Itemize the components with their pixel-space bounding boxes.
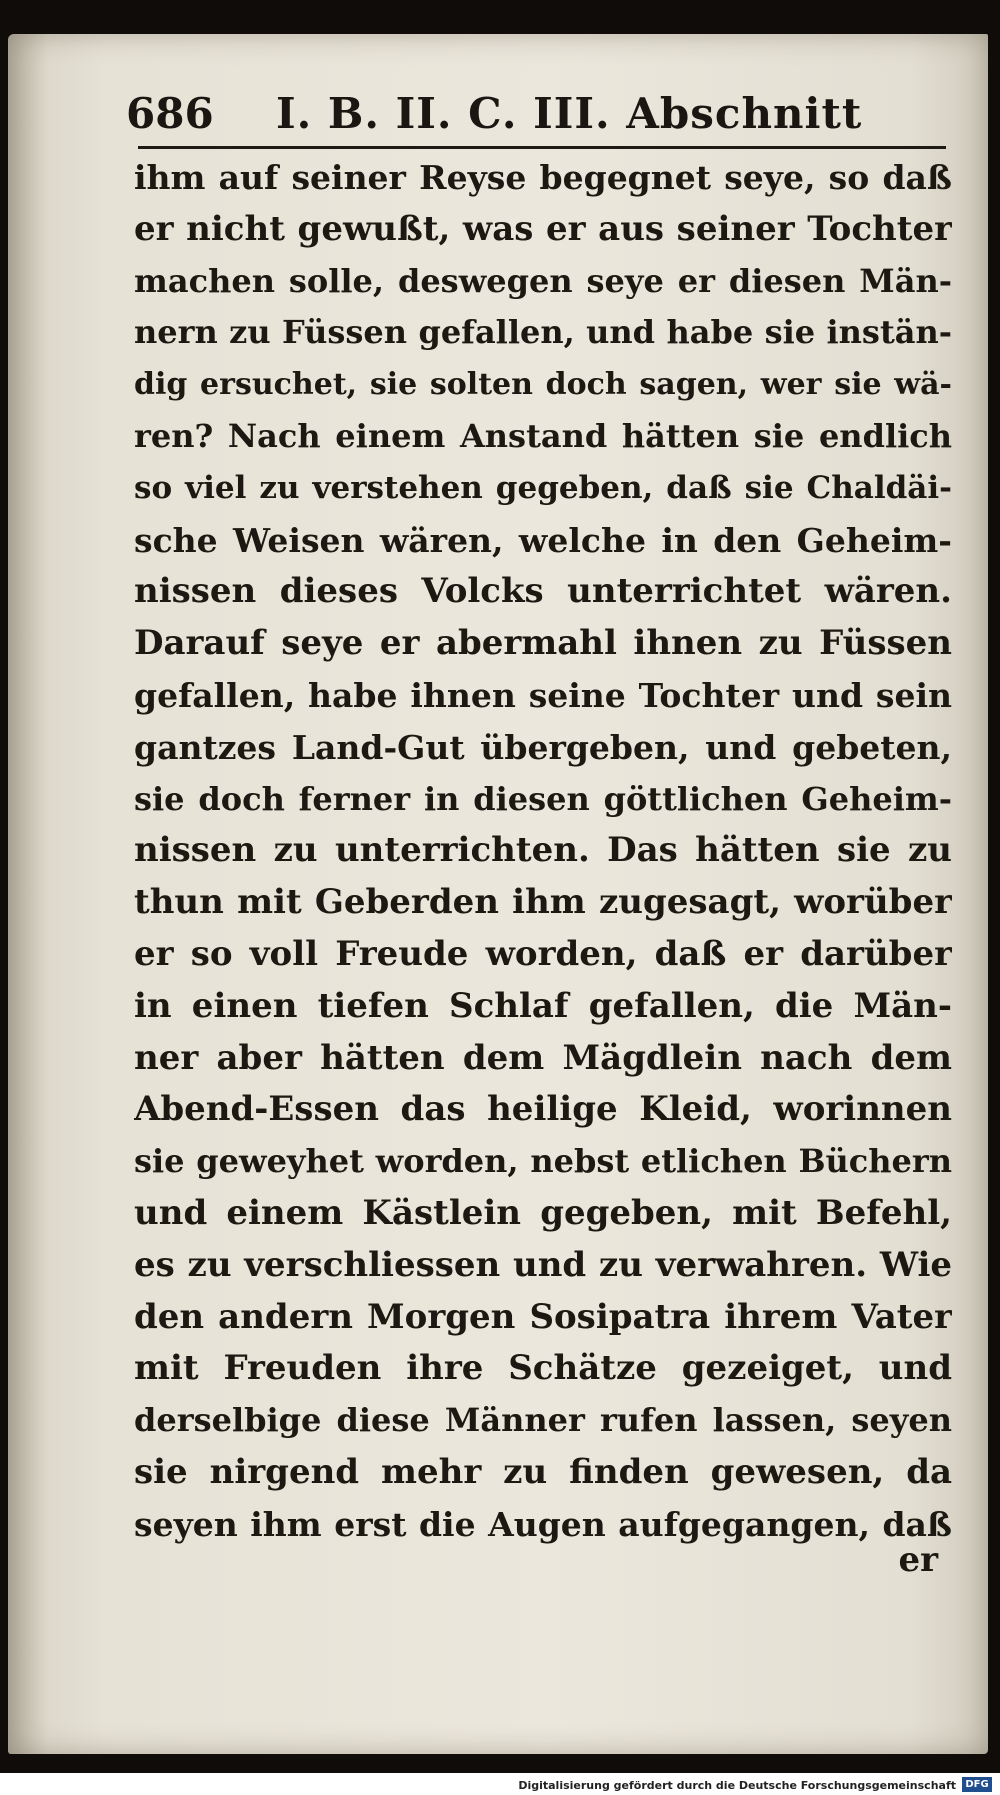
text-line: gefallen, habe ihnen seine Tochter und sein <box>134 675 952 715</box>
page-header <box>126 82 946 146</box>
text-line: sie geweyhet worden, nebst etlichen Büchern <box>134 1142 952 1181</box>
text-line: es zu verschliessen und zu verwahren. Wie <box>134 1244 952 1285</box>
text-line: Abend-Essen das heilige Kleid, worinnen <box>134 1089 952 1130</box>
text-line: ren? Nach einem Anstand hätten sie endlich <box>134 416 952 455</box>
text-line: gantzes Land-Gut übergeben, und gebeten, <box>134 727 952 767</box>
funding-credit: Digitalisierung gefördert durch die Deutsche Forschungsgemeinschaft <box>518 1779 956 1792</box>
text-line: den andern Morgen Sosipatra ihrem Vater <box>134 1296 952 1337</box>
text-line: derselbige diese Männer rufen lassen, seyen <box>134 1401 952 1440</box>
text-line: mit Freuden ihre Schätze gezeiget, und <box>134 1348 952 1389</box>
text-line: er so voll Freude worden, daß er darüber <box>134 933 952 974</box>
text-line: sie doch ferner in diesen göttlichen Geheim- <box>134 779 952 818</box>
text-line: dig ersuchet, sie solten doch sagen, wer sie wä- <box>134 367 952 403</box>
text-line: nissen zu unterrichten. Das hätten sie zu <box>134 830 952 871</box>
text-line: thun mit Geberden ihm zugesagt, worüber <box>134 882 952 923</box>
text-line: ihm auf seiner Reyse begegnet seye, so daß <box>134 158 952 197</box>
text-line: machen solle, deswegen seye er diesen Män- <box>134 261 952 300</box>
text-line: Darauf seye er abermahl ihnen zu Füssen <box>134 623 952 664</box>
text-line: und einem Kästlein gegeben, mit Befehl, <box>134 1192 952 1233</box>
binding-shadow <box>8 34 48 1754</box>
text-line: in einen tiefen Schlaf gefallen, die Män- <box>134 985 952 1026</box>
text-line: sche Weisen wären, welche in den Geheim- <box>134 520 952 560</box>
running-head: I. B. II. C. III. Abschnitt <box>276 89 863 138</box>
dfg-logo-icon: DFG <box>962 1777 992 1792</box>
header-rule <box>138 146 946 149</box>
text-line: nern zu Füssen gefallen, und habe sie instän- <box>134 313 952 352</box>
text-line: sie nirgend mehr zu finden gewesen, da <box>134 1451 952 1492</box>
digitization-footer <box>0 1773 1000 1795</box>
text-line: ner aber hätten dem Mägdlein nach dem <box>134 1037 952 1078</box>
text-line: er nicht gewußt, was er aus seiner Tochter <box>134 208 952 249</box>
catchword: er <box>898 1540 938 1580</box>
text-line: seyen ihm erst die Augen aufgegangen, daß <box>134 1504 952 1544</box>
page-number: 686 <box>126 89 214 138</box>
body-text <box>134 152 952 1551</box>
text-line: so viel zu verstehen gegeben, daß sie Chaldäi- <box>134 469 952 506</box>
text-line: nissen dieses Volcks unterrichtet wären. <box>134 571 952 612</box>
